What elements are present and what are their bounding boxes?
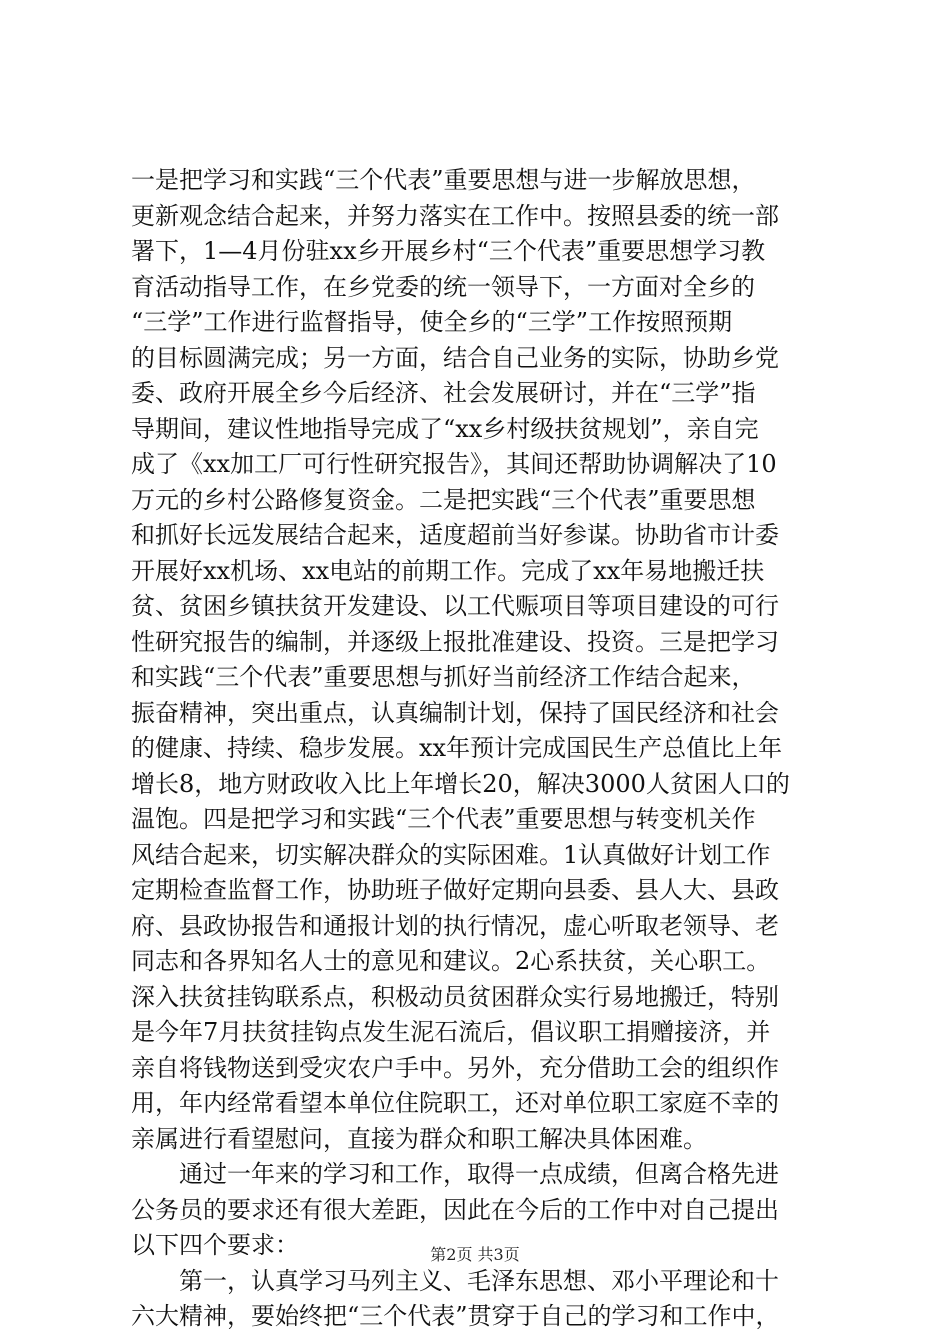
text-line: 成了《xx加工厂可行性研究报告》，其间还帮助协调解决了10 — [131, 450, 777, 478]
text-line: 的健康、持续、稳步发展。xx年预计完成国民生产总值比上年 — [131, 734, 783, 762]
text-line: 府、县政协报告和通报计划的执行情况，虚心听取老领导、老 — [131, 911, 779, 940]
text-line: 温饱。四是把学习和实践“三个代表”重要思想与转变机关作 — [131, 805, 756, 833]
text-line: 定期检查监督工作，协助班子做好定期向县委、县人大、县政 — [131, 876, 779, 904]
text-line: 六大精神，要始终把“三个代表”贯穿于自己的学习和工作中， — [131, 1302, 780, 1330]
text-line: 的目标圆满完成；另一方面，结合自己业务的实际，协助乡党 — [131, 343, 779, 372]
text-line: 以下四个要求： — [131, 1231, 299, 1259]
text-line: 署下，1—4月份驻xx乡开展乡村“三个代表”重要思想学习教 — [131, 237, 766, 265]
text-line: 亲属进行看望慰问，直接为群众和职工解决具体困难。 — [131, 1124, 707, 1153]
text-line: 增长8，地方财政收入比上年增长20，解决3000人贫困人口的 — [131, 769, 790, 798]
text-line: 育活动指导工作，在乡党委的统一领导下，一方面对全乡的 — [131, 272, 755, 301]
text-line: 第一，认真学习马列主义、毛泽东思想、邓小平理论和十 — [179, 1266, 779, 1295]
text-line: “三学”工作进行监督指导，使全乡的“三学”工作按照预期 — [131, 308, 733, 336]
text-line: 风结合起来，切实解决群众的实际困难。1认真做好计划工作 — [131, 840, 771, 869]
text-line: 贫、贫困乡镇扶贫开发建设、以工代赈项目等项目建设的可行 — [131, 592, 779, 620]
text-line: 通过一年来的学习和工作，取得一点成绩，但离合格先进 — [179, 1160, 779, 1188]
text-line: 万元的乡村公路修复资金。二是把实践“三个代表”重要思想 — [131, 485, 756, 514]
text-line: 性研究报告的编制，并逐级上报批准建设、投资。三是把学习 — [131, 627, 779, 656]
text-line: 一是把学习和实践“三个代表”重要思想与进一步解放思想， — [131, 166, 756, 194]
text-line: 开展好xx机场、xx电站的前期工作。完成了xx年易地搬迁扶 — [131, 556, 765, 585]
text-line: 用，年内经常看望本单位住院职工，还对单位职工家庭不幸的 — [131, 1089, 779, 1117]
text-line: 公务员的要求还有很大差距，因此在今后的工作中对自己提出 — [131, 1195, 779, 1224]
body-text — [131, 163, 831, 1335]
text-line: 深入扶贫挂钩联系点，积极动员贫困群众实行易地搬迁，特别 — [131, 982, 779, 1011]
page-footer: 第2页 共3页 — [430, 1245, 520, 1264]
text-line: 和实践“三个代表”重要思想与抓好当前经济工作结合起来， — [131, 663, 756, 691]
text-line: 同志和各界知名人士的意见和建议。2心系扶贫，关心职工。 — [131, 947, 771, 975]
text-line: 委、政府开展全乡今后经济、社会发展研讨，并在“三学”指 — [131, 379, 756, 407]
text-line: 和抓好长远发展结合起来，适度超前当好参谋。协助省市计委 — [131, 521, 779, 549]
text-line: 振奋精神，突出重点，认真编制计划，保持了国民经济和社会 — [131, 698, 779, 727]
text-line: 是今年7月扶贫挂钩点发生泥石流后，倡议职工捐赠接济，并 — [131, 1018, 771, 1046]
text-line: 更新观念结合起来，并努力落实在工作中。按照县委的统一部 — [131, 201, 779, 230]
text-line: 导期间，建议性地指导完成了“xx乡村级扶贫规划”，亲自完 — [131, 414, 759, 443]
text-line: 亲自将钱物送到受灾农户手中。另外，充分借助工会的组织作 — [131, 1053, 779, 1082]
